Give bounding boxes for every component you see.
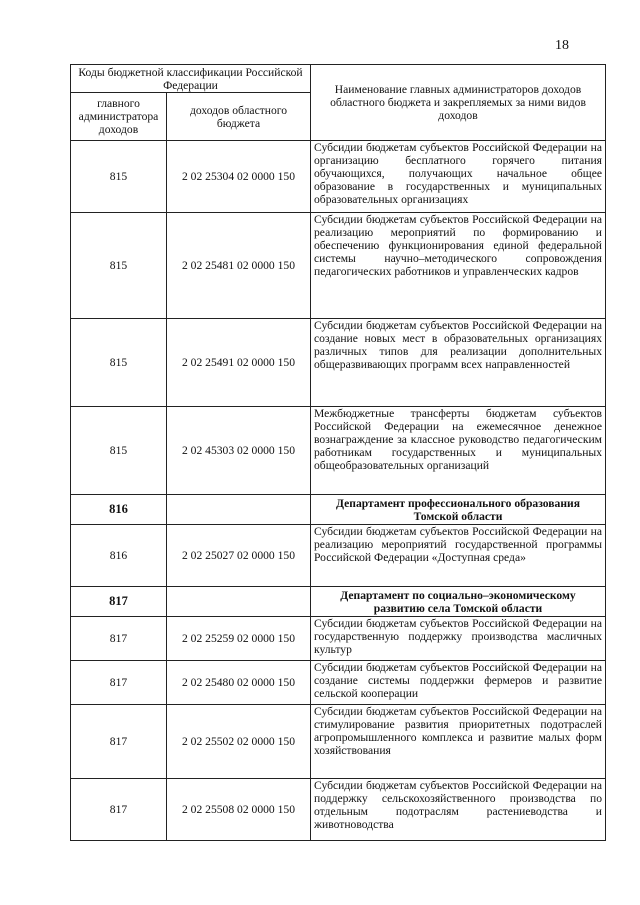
income-code-cell: 2 02 25481 02 0000 150 (167, 213, 311, 319)
income-code-cell (167, 495, 311, 525)
income-name-cell: Субсидии бюджетам субъектов Российской Федерации на реализацию мероприятий по формированию и обеспечению функционирования единой федеральной системы научно–методического сопровождения педагогических работников и управленческих кадров (311, 213, 606, 319)
income-code-cell: 2 02 25491 02 0000 150 (167, 319, 311, 407)
header-chief-admin: главного администратора доходов (71, 93, 167, 141)
page-number: 18 (555, 38, 569, 53)
income-code-cell: 2 02 45303 02 0000 150 (167, 407, 311, 495)
income-name-cell: Субсидии бюджетам субъектов Российской Федерации на создание новых мест в образовательных организациях различных типов для реализации дополнительных общеразвивающих программ всех направленностей (311, 319, 606, 407)
income-name-cell: Субсидии бюджетам субъектов Российской Федерации на реализацию мероприятий государственной программы Российской Федерации «Доступная среда» (311, 525, 606, 587)
admin-code-cell: 817 (71, 661, 167, 705)
income-code-cell: 2 02 25508 02 0000 150 (167, 779, 311, 841)
income-code-cell (167, 587, 311, 617)
admin-code-cell: 817 (71, 705, 167, 779)
header-name-column: Наименование главных администраторов доходов областного бюджета и закрепляемых за ними видов доходов (311, 65, 606, 141)
admin-code-cell: 817 (71, 587, 167, 617)
table-row (71, 407, 606, 495)
department-row (71, 587, 606, 617)
header-codes-group: Коды бюджетной классификации Российской Федерации (71, 65, 311, 93)
income-code-cell: 2 02 25304 02 0000 150 (167, 141, 311, 213)
income-name-cell: Субсидии бюджетам субъектов Российской Федерации на государственную поддержку производства масличных культур (311, 617, 606, 661)
income-code-cell: 2 02 25502 02 0000 150 (167, 705, 311, 779)
table-row (71, 141, 606, 213)
admin-code-cell: 816 (71, 525, 167, 587)
income-name-cell: Департамент по социально–экономическому развитию села Томской области (311, 587, 606, 617)
admin-code-cell: 817 (71, 779, 167, 841)
header-regional-income: доходов областного бюджета (167, 93, 311, 141)
budget-classification-table (70, 64, 606, 841)
table-row (71, 779, 606, 841)
table-row (71, 705, 606, 779)
table-body (71, 141, 606, 841)
income-code-cell: 2 02 25259 02 0000 150 (167, 617, 311, 661)
income-name-cell: Субсидии бюджетам субъектов Российской Федерации на поддержку сельскохозяйственного производства по отдельным подотраслям растениеводства и животноводства (311, 779, 606, 841)
income-name-cell: Субсидии бюджетам субъектов Российской Федерации на создание системы поддержки фермеров и развитие сельской кооперации (311, 661, 606, 705)
admin-code-cell: 815 (71, 141, 167, 213)
income-code-cell: 2 02 25027 02 0000 150 (167, 525, 311, 587)
income-code-cell: 2 02 25480 02 0000 150 (167, 661, 311, 705)
table-row (71, 617, 606, 661)
admin-code-cell: 815 (71, 213, 167, 319)
department-row (71, 495, 606, 525)
admin-code-cell: 816 (71, 495, 167, 525)
income-name-cell: Субсидии бюджетам субъектов Российской Федерации на организацию бесплатного горячего питания обучающихся, получающих начальное общее образование в государственных и муниципальных образовательных организациях (311, 141, 606, 213)
admin-code-cell: 815 (71, 407, 167, 495)
table-row (71, 525, 606, 587)
admin-code-cell: 815 (71, 319, 167, 407)
income-name-cell: Департамент профессионального образования Томской области (311, 495, 606, 525)
income-name-cell: Межбюджетные трансферты бюджетам субъектов Российской Федерации на ежемесячное денежное вознаграждение за классное руководство педагогическим работникам государственных и муниципальных общеобразовательных организаций (311, 407, 606, 495)
table-row (71, 661, 606, 705)
admin-code-cell: 817 (71, 617, 167, 661)
table-row (71, 319, 606, 407)
table-row (71, 213, 606, 319)
income-name-cell: Субсидии бюджетам субъектов Российской Федерации на стимулирование развития приоритетных подотраслей агропромышленного комплекса и развитие малых форм хозяйствования (311, 705, 606, 779)
